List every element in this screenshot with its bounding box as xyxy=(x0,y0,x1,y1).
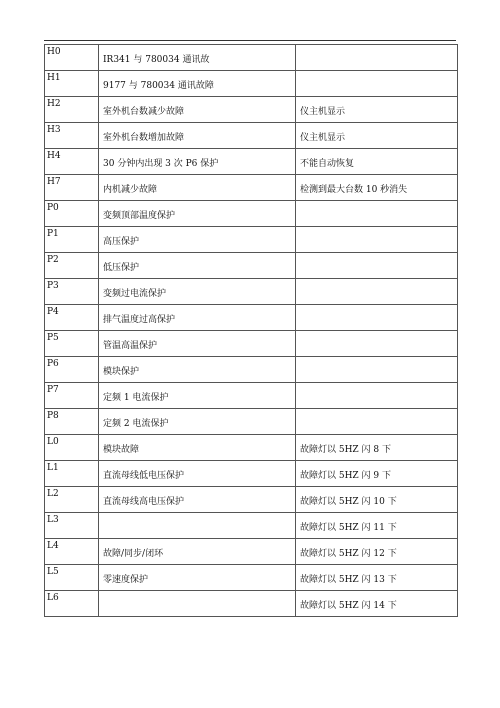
table-row xyxy=(45,487,458,513)
fault-note-cell xyxy=(296,45,458,71)
table-row xyxy=(45,539,458,565)
fault-code-text: L6 xyxy=(47,593,59,603)
fault-note-text xyxy=(296,201,457,211)
table-row xyxy=(45,513,458,539)
table-row xyxy=(45,149,458,175)
table-row xyxy=(45,435,458,461)
fault-note-text xyxy=(296,331,457,341)
fault-note-text xyxy=(296,305,457,315)
fault-description-cell xyxy=(99,123,296,149)
fault-description-text: 直流母线高电压保护 xyxy=(103,497,185,507)
fault-note-cell xyxy=(296,305,458,331)
fault-code-text: P8 xyxy=(47,411,59,421)
fault-note-cell xyxy=(296,435,458,461)
fault-code-text: H7 xyxy=(47,177,61,187)
table-row xyxy=(45,123,458,149)
fault-note-text xyxy=(296,409,457,419)
fault-code-cell xyxy=(45,383,99,409)
fault-description-text: 故障/同步/闭环 xyxy=(103,549,164,559)
fault-code-cell xyxy=(45,565,99,591)
fault-note-cell xyxy=(296,71,458,97)
fault-code-text: H3 xyxy=(47,125,61,135)
fault-note-text: 故障灯以 5HZ 闪 9 下 xyxy=(300,471,391,481)
fault-code-text: P6 xyxy=(47,359,59,369)
fault-code-cell xyxy=(45,435,99,461)
fault-note-text xyxy=(296,279,457,289)
fault-code-text: L4 xyxy=(47,541,59,551)
table-row xyxy=(45,331,458,357)
fault-code-text: H4 xyxy=(47,151,61,161)
fault-note-cell xyxy=(296,591,458,617)
fault-code-text: L1 xyxy=(47,463,59,473)
table-row xyxy=(45,175,458,201)
fault-note-cell xyxy=(296,149,458,175)
fault-code-table-body xyxy=(45,45,458,617)
fault-description-cell xyxy=(99,305,296,331)
fault-code-cell xyxy=(45,97,99,123)
fault-note-text: 故障灯以 5HZ 闪 8 下 xyxy=(300,445,391,455)
fault-description-text: 室外机台数减少故障 xyxy=(103,107,185,117)
fault-description-text: 定频 2 电流保护 xyxy=(103,419,169,429)
fault-code-cell xyxy=(45,513,99,539)
table-row xyxy=(45,71,458,97)
table-row xyxy=(45,97,458,123)
fault-code-cell xyxy=(45,357,99,383)
fault-note-cell xyxy=(296,357,458,383)
fault-note-text xyxy=(296,71,457,81)
fault-note-text xyxy=(296,357,457,367)
fault-description-text: 内机减少故障 xyxy=(103,185,158,195)
fault-code-cell xyxy=(45,123,99,149)
fault-description-text: 室外机台数增加故障 xyxy=(103,133,185,143)
fault-description-text: IR341 与 780034 通讯故 xyxy=(103,55,210,65)
fault-description-cell xyxy=(99,565,296,591)
table-row xyxy=(45,227,458,253)
table-row xyxy=(45,279,458,305)
table-row xyxy=(45,45,458,71)
fault-description-cell xyxy=(99,175,296,201)
fault-code-table xyxy=(44,44,458,617)
fault-note-text xyxy=(296,383,457,393)
fault-code-cell xyxy=(45,45,99,71)
fault-description-cell xyxy=(99,383,296,409)
fault-description-cell xyxy=(99,409,296,435)
fault-note-cell xyxy=(296,409,458,435)
fault-note-cell xyxy=(296,253,458,279)
table-row xyxy=(45,591,458,617)
fault-note-text: 仪主机显示 xyxy=(300,133,346,143)
fault-code-cell xyxy=(45,539,99,565)
fault-code-cell xyxy=(45,305,99,331)
fault-note-text xyxy=(296,45,457,55)
fault-code-cell xyxy=(45,175,99,201)
fault-description-text: 排气温度过高保护 xyxy=(103,315,176,325)
fault-note-text xyxy=(296,253,457,263)
fault-code-cell xyxy=(45,149,99,175)
fault-note-text: 故障灯以 5HZ 闪 12 下 xyxy=(300,549,397,559)
fault-description-cell xyxy=(99,201,296,227)
fault-description-text: 变频顶部温度保护 xyxy=(103,211,176,221)
fault-code-text: H0 xyxy=(47,47,61,57)
fault-note-cell xyxy=(296,513,458,539)
fault-code-cell xyxy=(45,227,99,253)
fault-description-text xyxy=(99,591,295,601)
table-row xyxy=(45,357,458,383)
fault-code-text: L5 xyxy=(47,567,59,577)
fault-description-cell xyxy=(99,513,296,539)
fault-code-text: P7 xyxy=(47,385,59,395)
fault-code-text: P1 xyxy=(47,229,59,239)
fault-description-cell xyxy=(99,331,296,357)
fault-description-text: 直流母线低电压保护 xyxy=(103,471,185,481)
fault-description-cell xyxy=(99,591,296,617)
fault-description-cell xyxy=(99,487,296,513)
fault-note-text: 故障灯以 5HZ 闪 11 下 xyxy=(300,523,397,533)
table-row xyxy=(45,461,458,487)
fault-description-text: 零速度保护 xyxy=(103,575,149,585)
fault-note-text: 故障灯以 5HZ 闪 14 下 xyxy=(300,601,397,611)
fault-description-cell xyxy=(99,149,296,175)
fault-description-cell xyxy=(99,71,296,97)
fault-code-text: H2 xyxy=(47,99,61,109)
fault-note-cell xyxy=(296,331,458,357)
fault-code-cell xyxy=(45,253,99,279)
fault-note-text: 不能自动恢复 xyxy=(300,159,355,169)
fault-code-cell xyxy=(45,331,99,357)
fault-code-text: P2 xyxy=(47,255,59,265)
fault-description-cell xyxy=(99,97,296,123)
table-row xyxy=(45,253,458,279)
fault-code-cell xyxy=(45,487,99,513)
fault-code-text: L3 xyxy=(47,515,59,525)
fault-note-cell xyxy=(296,279,458,305)
fault-description-text: 30 分钟内出现 3 次 P6 保护 xyxy=(103,159,219,169)
table-row xyxy=(45,565,458,591)
fault-description-text: 高压保护 xyxy=(103,237,140,247)
fault-note-cell xyxy=(296,461,458,487)
fault-description-cell xyxy=(99,435,296,461)
fault-note-cell xyxy=(296,487,458,513)
fault-note-text: 故障灯以 5HZ 闪 10 下 xyxy=(300,497,397,507)
fault-code-text: P4 xyxy=(47,307,59,317)
fault-description-text: 9177 与 780034 通讯故障 xyxy=(103,81,214,91)
fault-description-cell xyxy=(99,253,296,279)
fault-note-cell xyxy=(296,175,458,201)
fault-note-text xyxy=(296,227,457,237)
fault-description-cell xyxy=(99,279,296,305)
fault-description-cell xyxy=(99,45,296,71)
fault-note-cell xyxy=(296,201,458,227)
fault-note-cell xyxy=(296,565,458,591)
fault-description-cell xyxy=(99,539,296,565)
fault-note-text: 故障灯以 5HZ 闪 13 下 xyxy=(300,575,397,585)
table-row xyxy=(45,201,458,227)
fault-code-cell xyxy=(45,279,99,305)
fault-description-text: 低压保护 xyxy=(103,263,140,273)
table-row xyxy=(45,409,458,435)
table-row xyxy=(45,383,458,409)
fault-code-text: H1 xyxy=(47,73,61,83)
fault-code-text: L2 xyxy=(47,489,59,499)
fault-code-text: P5 xyxy=(47,333,59,343)
fault-note-cell xyxy=(296,539,458,565)
fault-note-cell xyxy=(296,97,458,123)
table-row xyxy=(45,305,458,331)
fault-code-text: P3 xyxy=(47,281,59,291)
fault-description-text: 管温高温保护 xyxy=(103,341,158,351)
fault-description-text: 定频 1 电流保护 xyxy=(103,393,169,403)
fault-description-text: 模块保护 xyxy=(103,367,140,377)
fault-description-text: 变频过电流保护 xyxy=(103,289,167,299)
fault-note-text: 检测到最大台数 10 秒消失 xyxy=(300,185,408,195)
top-rule xyxy=(44,40,456,41)
fault-description-cell xyxy=(99,357,296,383)
fault-note-cell xyxy=(296,383,458,409)
fault-note-cell xyxy=(296,123,458,149)
fault-code-cell xyxy=(45,71,99,97)
fault-code-cell xyxy=(45,409,99,435)
fault-code-cell xyxy=(45,201,99,227)
fault-code-cell xyxy=(45,461,99,487)
fault-code-text: P0 xyxy=(47,203,59,213)
fault-description-text: 模块故障 xyxy=(103,445,140,455)
fault-note-cell xyxy=(296,227,458,253)
fault-code-text: L0 xyxy=(47,437,59,447)
fault-description-cell xyxy=(99,461,296,487)
fault-description-cell xyxy=(99,227,296,253)
fault-description-text xyxy=(99,513,295,523)
fault-note-text: 仪主机显示 xyxy=(300,107,346,117)
fault-code-cell xyxy=(45,591,99,617)
